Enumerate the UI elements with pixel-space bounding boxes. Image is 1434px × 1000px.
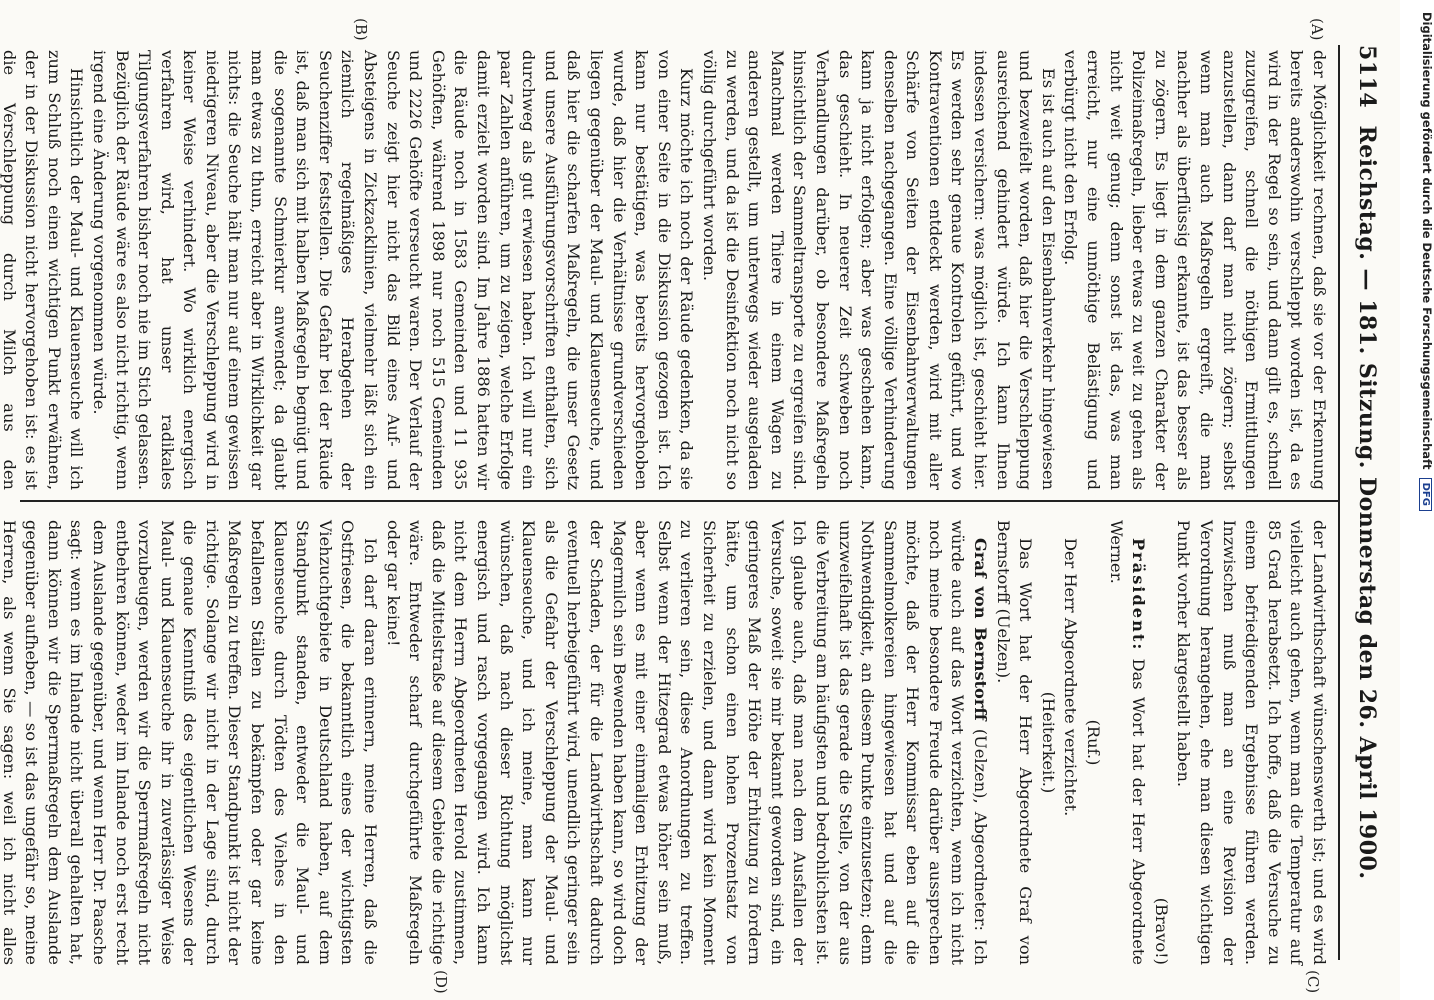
left-paragraph-2: Es ist auch auf den Eisenbahnverkehr hingewiesen und bezweifelt worden, daß hier die Verschleppung ausreichend gehindert würde. Ich kann Ihnen indessen versichern: was möglich ist, geschieht hier. Es werden sehr genaue Kontrolen geführt, und wo Kontraventionen entdeckt werden, wird mit aller Schärfe von Seiten der Eisenbahnverwaltungen denselben nachgegangen. Eine völlige Verhinderung kann ja nicht erfolgen; aber was geschehen kann, das geschieht. In neuerer Zeit schweben noch Verhandlungen darüber, ob besondere Maßregeln hinsichtlich der Sammeltransporte zu ergreifen sind. Manchmal werden Thiere in einem Wagen zu anderen gestellt, um unterwegs wieder ausgeladen zu werden, und da ist die Desinfektion noch nicht so völlig durchgeführt worden. <box>699 50 1058 490</box>
right-paragraph-3: Der Herr Abgeordnete verzichtet. <box>1061 538 1081 817</box>
left-paragraph-3: Kurz möchte ich noch der Räude gedenken, da sie von einer Seite in die Diskussion gezogen ist. Ich kann nur bestätigen, was bereits hervorgehoben wurde, daß hier die Verhältnisse grundverschieden liegen gegenüber der Maul- und Klauenseuche, und daß hier die scharfen Maßregeln, die unser Gesetz und unsere Ausführungsvorschriften enthalten, sich durchweg als gut erwiesen haben. Ich will nur ein paar Zahlen anführen, um zu zeigen, welche Erfolge damit erzielt worden sind. Im Jahre 1886 hatten wir die Räude noch in 1583 Gemeinden und 11 935 Gehöften, während 1898 nur noch 515 Gemeinden und 2226 Gehöfte verseucht waren. Der Verlauf der Seuche zeigt hier nicht das Bild eines Auf- und Absteigens in Zickzacklinien, vielmehr läßt sich ein ziemlich regelmäßiges Herabgehen der Seuchenziffer feststellen. Die Gefahr bei der Räude ist, daß man sich mit halben Maßregeln begnügt und die sogenannte Schmierkur anwendet; da glaubt man etwas zu thun, erreicht aber in Wirklichkeit gar nichts: die Seuche hält man nur auf einem gewissen niedrigeren Niveau, aber die Verschleppung wird in keiner Weise verhindert. Wo wirklich energisch verfahren wird, hat unser radikales Tilgungsverfahren bisher noch nie im Stich gelassen. Bezüglich der Räude wäre es also nicht richtig, wenn irgend eine Änderung vorgenommen würde. <box>89 50 697 490</box>
dfg-logo-icon: DFG <box>1419 478 1432 511</box>
right-paragraph-6: Ich darf daran erinnern, meine Herren, daß die Ostfriesen, die bekanntlich eines der wichtigsten Viehzuchtgebiete in Deutschland haben, auf dem Standpunkt standen, entweder die Maul- und Klauenseuche durch Tödten des Viehes in den befallenen Ställen zu bekämpfen oder gar keine Maßregeln zu treffen. Dieser Standpunkt ist nicht der richtige. Solange wir nicht in der Lage sind, durch die genaue Kenntniß des eigentlichen Wesens der Maul- und Klauenseuche ihr in zuverlässiger Weise vorzubeugen, werden wir die Sperrmaßregeln nicht entbehren können, weder im Inlande noch erst recht dem Auslande gegenüber, und wenn Herr Dr. Paasche sagt: wenn es im Inlande nicht überall gehalten hat, dann können wir die Sperrmaßregeln dem Auslande gegenüber aufheben, — so ist das ungefähr so, meine Herren, als wenn Sie sagen: weil ich nicht alles <box>0 520 381 965</box>
margin-marker-a: (A) <box>1308 18 1326 41</box>
applause-note: (Bravo!) <box>1151 897 1171 965</box>
header-rule <box>1338 45 1340 960</box>
laughter-note: (Heiterkeit.) <box>1038 691 1058 794</box>
page-number: 5114 <box>1354 45 1380 109</box>
right-paragraph-1: der Landwirthschaft wünschenswerth ist; und es wird vielleicht auch gehen, wenn man die Temperatur auf 85 Grad herabsetzt. Ich hoffe, daß die Versuche zu einem befriedigenden Ergebnisse führen werden. Inzwischen muß man an eine Revision der Verordnung herangehen, ehe man diesen wichtigen Punkt vorher klargestellt haben. <box>1174 520 1329 965</box>
page-header <box>1344 45 1384 960</box>
footer-credit: Digitalisierung gefördert durch die Deutsche Forschungsgemeinschaft <box>1420 12 1434 470</box>
bernstorff-speech <box>381 520 991 965</box>
speaker-bernstorff: Graf von Bernstorff <box>971 538 991 721</box>
right-column <box>0 520 1330 966</box>
president-text: Das Wort hat der Herr Abgeordnete Werner. <box>1106 520 1149 965</box>
president-statement <box>1104 520 1149 965</box>
call-note: (Ruf.) <box>1084 719 1104 766</box>
bernstorff-text: (Uelzen), Abgeordneter: Ich würde auch auf das Wort verzichten, wenn ich nicht noch meine besondere Freude darüber aussprechen möchte, daß der Herr Kommissar eben auf die Sammelmolkereien hingewiesen hat und auf die Nothwendigkeit, an diesem Punkte einzusetzen; denn unzweifelhaft ist das gerade die Stelle, von der aus die Verbreitung am häufigsten und bedrohlichsten ist. Ich glaube auch, daß man nach dem Ausfallen der Versuche, soweit sie mir bekannt geworden sind, ein geringeres Maß der Höhe der Erhitzung zu fordern hätte, um schon einen hohen Prozentsatz von Sicherheit zu erzielen, und dann wird kein Moment zu verlieren sein, diese Anordnungen zu treffen. Selbst wenn der Hitzegrad etwas höher sein muß, aber wenn es mit einer einmaligen Erhitzung der Magermilch sein Bewenden haben kann, so wird doch der Schaden, der für die Landwirthschaft dadurch eventuell herbeigeführt wird, unendlich geringer sein als die Gefahr der Verschleppung der Maul- und Klauenseuche, und ich meine, man kann nur wünschen, daß nach dieser Richtung möglichst energisch und rasch vorgegangen wird. Ich kann nicht dem Herrn Abgeordneten Herold zustimmen, daß die Mittelstraße auf diesem Gebiete die richtige wäre. Entweder scharf durchgeführte Maßregeln oder gar keine! <box>383 520 991 966</box>
left-paragraph-1: der Möglichkeit rechnen, daß sie vor der Erkennung bereits anderswohin verschleppt worden ist, da es wird in der Regel so sein, und dann gilt es, schnell zuzugreifen, schnell die nöthigen Ermittlungen anzustellen, dann darf man nicht zögern; selbst wenn man auch Maßregeln ergreift, die man nachher als überflüssig erkannte, ist das besser als zu zögern. Es liegt in dem ganzen Charakter der Polizeimaßregeln, lieber etwas zu weit zu gehen als nicht weit genug; denn sonst ist das, was man erreicht, nur eine unnöthige Belästigung und verbürgt nicht den Erfolg. <box>1061 50 1329 490</box>
right-paragraph-4: Das Wort hat der Herr Abgeordnete Graf von Bernstorff (Uelzen). <box>993 520 1036 965</box>
speaker-president: Präsident: <box>1129 538 1149 652</box>
margin-marker-b: (B) <box>352 18 370 41</box>
left-column <box>0 50 1330 490</box>
left-paragraph-4: Hinsichtlich der Maul- und Klauenseuche will ich zum Schluß noch einen wichtigen Punkt erwähnen, der in der Diskussion nicht hervorgehoben ist: es ist die Verschleppung durch Milch aus den <box>0 50 87 490</box>
footer-text-wrap <box>1419 12 1434 972</box>
column-divider <box>20 500 1338 502</box>
margin-marker-d: (D) <box>432 970 450 994</box>
page-title: Reichstag. — 181. Sitzung. Donnerstag den 26. April 1900. <box>1354 125 1380 880</box>
digitization-footer <box>1400 0 1434 1000</box>
margin-marker-c: (C) <box>1304 970 1322 994</box>
